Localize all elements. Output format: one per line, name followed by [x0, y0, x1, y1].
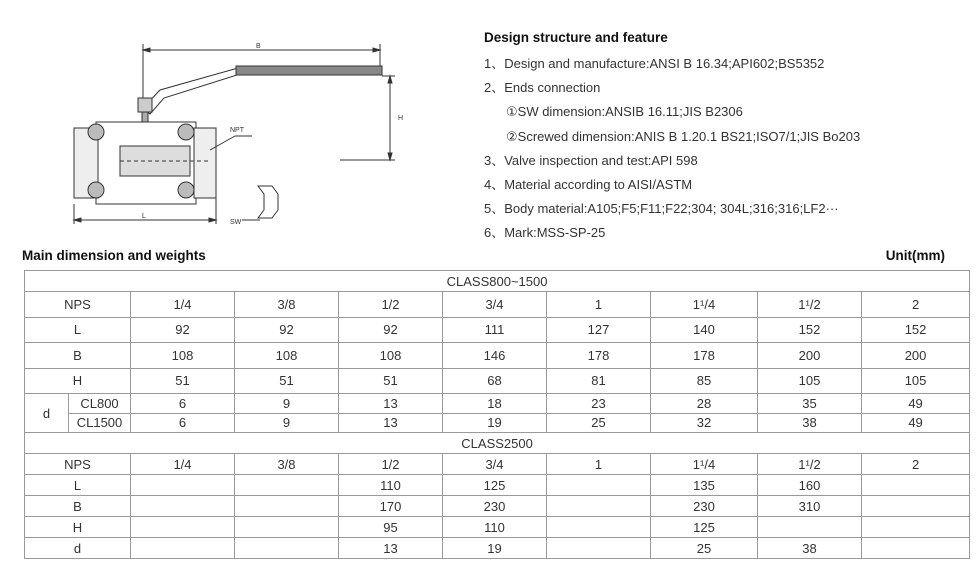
value-cell: 6 — [131, 413, 235, 433]
value-cell — [547, 517, 651, 538]
table-row — [25, 368, 970, 394]
value-cell: 92 — [235, 317, 339, 343]
value-cell — [131, 475, 235, 496]
value-cell — [235, 475, 339, 496]
value-cell: 38 — [758, 538, 862, 559]
label-h: H — [398, 115, 404, 122]
row-label-cl800: CL800 — [69, 394, 131, 414]
table-row — [25, 271, 970, 292]
value-cell: 19 — [443, 413, 547, 433]
value-cell: 28 — [651, 394, 758, 414]
nps-size: 1/4 — [131, 292, 235, 318]
value-cell — [547, 538, 651, 559]
value-cell — [862, 475, 970, 496]
nps-size: 2 — [862, 454, 970, 475]
row-label-l: L — [25, 317, 131, 343]
value-cell: 152 — [758, 317, 862, 343]
value-cell — [862, 538, 970, 559]
value-cell: 178 — [547, 343, 651, 369]
table-row — [25, 538, 970, 559]
nps-size: 3/8 — [235, 454, 339, 475]
table-row — [25, 394, 970, 414]
value-cell: 105 — [758, 368, 862, 394]
value-cell: 152 — [862, 317, 970, 343]
value-cell: 49 — [862, 413, 970, 433]
value-cell: 108 — [339, 343, 443, 369]
row-label-nps: NPS — [25, 292, 131, 318]
nps-size: 1/2 — [339, 292, 443, 318]
nps-size: 1/2 — [339, 454, 443, 475]
value-cell: 18 — [443, 394, 547, 414]
dimension-table — [24, 270, 970, 559]
value-cell: 111 — [443, 317, 547, 343]
value-cell: 51 — [131, 368, 235, 394]
nps-size: 3/4 — [443, 454, 547, 475]
label-l: L — [142, 213, 146, 220]
table-row — [25, 292, 970, 318]
value-cell: 13 — [339, 413, 443, 433]
table-row — [25, 475, 970, 496]
value-cell — [131, 496, 235, 517]
nps-size: 2 — [862, 292, 970, 318]
value-cell — [131, 517, 235, 538]
value-cell — [547, 496, 651, 517]
feature-item: 4、Material according to AISI/ASTM — [484, 176, 693, 192]
value-cell: 23 — [547, 394, 651, 414]
value-cell: 310 — [758, 496, 862, 517]
value-cell — [235, 517, 339, 538]
table-row — [25, 496, 970, 517]
value-cell: 230 — [443, 496, 547, 517]
row-label-h: H — [25, 517, 131, 538]
value-cell: 125 — [443, 475, 547, 496]
row-label-b: B — [25, 496, 131, 517]
value-cell: 170 — [339, 496, 443, 517]
value-cell: 146 — [443, 343, 547, 369]
value-cell: 108 — [131, 343, 235, 369]
row-label-nps: NPS — [25, 454, 131, 475]
value-cell: 110 — [443, 517, 547, 538]
row-label-d: d — [25, 538, 131, 559]
feature-item: 3、Valve inspection and test:API 598 — [484, 152, 698, 168]
value-cell: 81 — [547, 368, 651, 394]
nps-size: 1¹/2 — [758, 454, 862, 475]
value-cell — [862, 517, 970, 538]
features-title: Design structure and feature — [484, 30, 668, 45]
feature-item: 5、Body material:A105;F5;F11;F22;304; 304L;316;316;LF2··· — [484, 201, 839, 217]
row-label-cl1500: CL1500 — [69, 413, 131, 433]
nps-size: 1¹/2 — [758, 292, 862, 318]
table-row — [25, 317, 970, 343]
value-cell: 25 — [547, 413, 651, 433]
table-row — [25, 454, 970, 475]
ball-valve-diagram — [60, 28, 410, 238]
value-cell: 68 — [443, 368, 547, 394]
value-cell — [235, 496, 339, 517]
feature-item: 2、Ends connection — [484, 80, 601, 96]
value-cell: 9 — [235, 394, 339, 414]
value-cell: 13 — [339, 538, 443, 559]
value-cell: 6 — [131, 394, 235, 414]
value-cell: 110 — [339, 475, 443, 496]
feature-subitem: ①SW dimension:ANSIB 16.11;JIS B2306 — [506, 104, 743, 120]
value-cell: 38 — [758, 413, 862, 433]
value-cell — [758, 517, 862, 538]
value-cell: 92 — [339, 317, 443, 343]
nps-size: 1 — [547, 292, 651, 318]
value-cell: 13 — [339, 394, 443, 414]
value-cell: 25 — [651, 538, 758, 559]
nps-size: 1¹/4 — [651, 454, 758, 475]
row-label-d: d — [25, 394, 69, 433]
row-label-h: H — [25, 368, 131, 394]
value-cell: 19 — [443, 538, 547, 559]
row-label-b: B — [25, 343, 131, 369]
value-cell: 200 — [758, 343, 862, 369]
value-cell: 140 — [651, 317, 758, 343]
hex-end-view — [258, 186, 278, 218]
value-cell: 125 — [651, 517, 758, 538]
nps-size: 1¹/4 — [651, 292, 758, 318]
value-cell: 230 — [651, 496, 758, 517]
table-row — [25, 413, 970, 433]
row-label-l: L — [25, 475, 131, 496]
value-cell — [862, 496, 970, 517]
value-cell: 200 — [862, 343, 970, 369]
label-b: B — [256, 43, 261, 50]
value-cell: 9 — [235, 413, 339, 433]
section-title: Main dimension and weights — [22, 248, 206, 263]
value-cell — [131, 538, 235, 559]
value-cell: 32 — [651, 413, 758, 433]
value-cell: 105 — [862, 368, 970, 394]
value-cell: 92 — [131, 317, 235, 343]
value-cell: 108 — [235, 343, 339, 369]
design-features — [484, 30, 964, 246]
feature-item: 6、Mark:MSS-SP-25 — [484, 225, 606, 241]
value-cell: 178 — [651, 343, 758, 369]
feature-subitem: ②Screwed dimension:ANIS B 1.20.1 BS21;ISO7/1;JIS Bo203 — [506, 128, 861, 144]
class-header: CLASS800~1500 — [25, 271, 970, 292]
value-cell: 49 — [862, 394, 970, 414]
features-list — [484, 52, 964, 246]
value-cell: 95 — [339, 517, 443, 538]
label-sw: SW — [230, 219, 242, 226]
nps-size: 1/4 — [131, 454, 235, 475]
label-npt: NPT — [230, 127, 244, 134]
table-row — [25, 433, 970, 454]
value-cell: 51 — [339, 368, 443, 394]
feature-item: 1、Design and manufacture:ANSI B 16.34;API602;BS5352 — [484, 56, 825, 71]
table-row — [25, 517, 970, 538]
value-cell: 127 — [547, 317, 651, 343]
table-row — [25, 343, 970, 369]
value-cell: 160 — [758, 475, 862, 496]
handle-grip — [236, 66, 382, 75]
nps-size: 3/8 — [235, 292, 339, 318]
value-cell: 35 — [758, 394, 862, 414]
nps-size: 3/4 — [443, 292, 547, 318]
unit-label: Unit(mm) — [885, 248, 945, 263]
value-cell — [547, 475, 651, 496]
value-cell — [235, 538, 339, 559]
value-cell: 85 — [651, 368, 758, 394]
value-cell: 135 — [651, 475, 758, 496]
nps-size: 1 — [547, 454, 651, 475]
class-header: CLASS2500 — [25, 433, 970, 454]
value-cell: 51 — [235, 368, 339, 394]
